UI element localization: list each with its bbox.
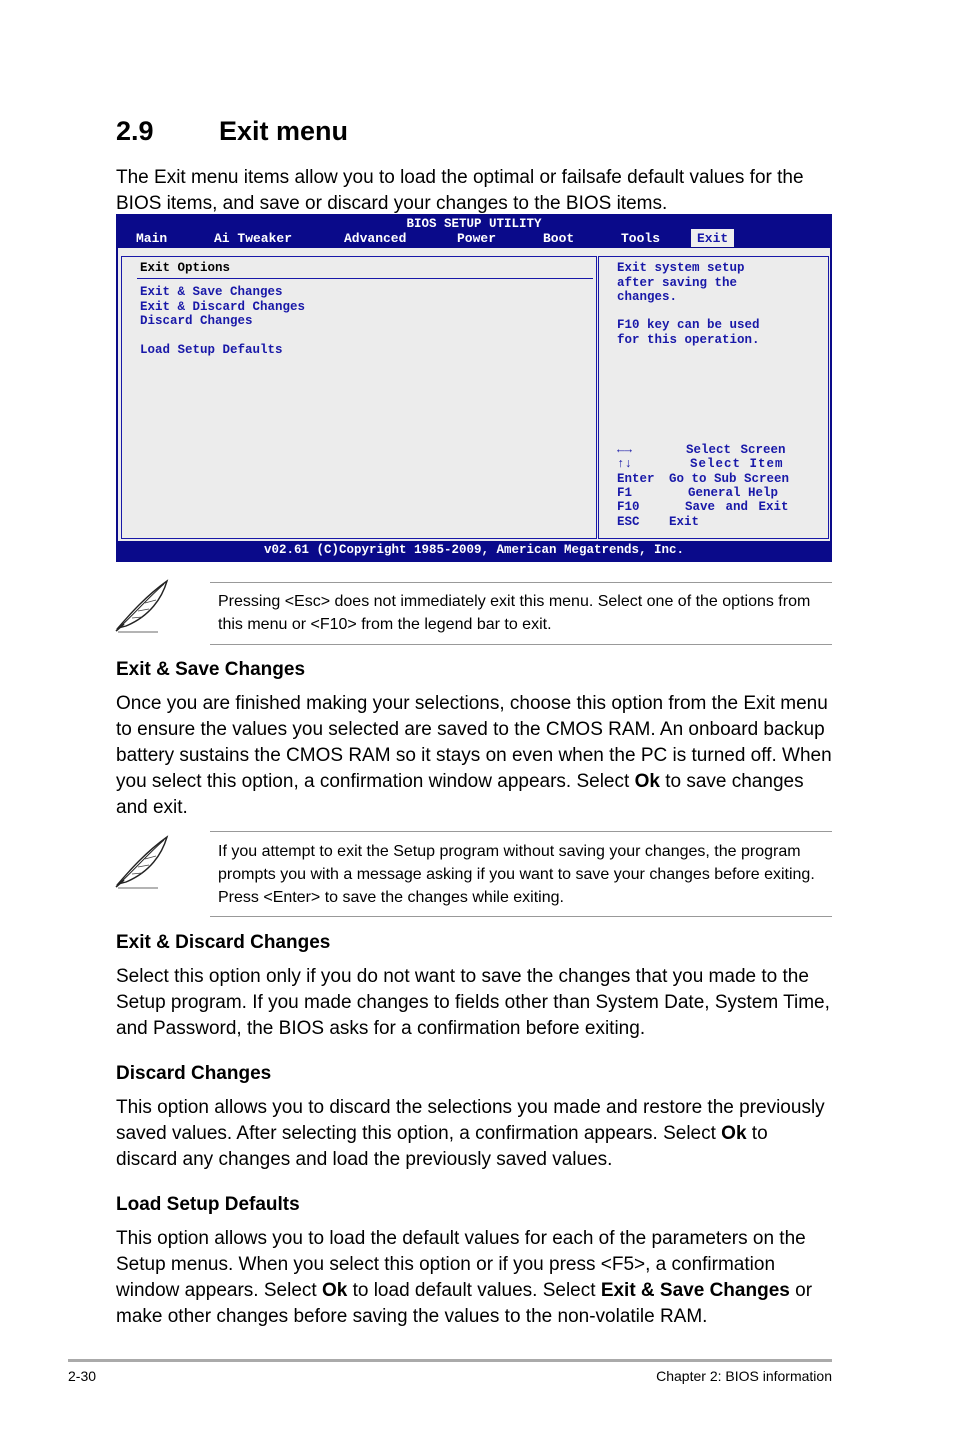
bold-run: Ok [721,1123,747,1144]
bios-footer: v02.61 (C)Copyright 1985-2009, American Megatrends, Inc. [263,543,685,557]
note-divider [210,644,832,645]
section-title: Exit menu [219,116,349,146]
subheading-load-defaults: Load Setup Defaults [116,1194,300,1215]
bios-option-load-defaults: Load Setup Defaults [140,343,283,357]
text-run: This option allows you to load the default values for each of the parameters on the Setup menus. When you select this option or if you press <F5>, a confirmation window appears. Select [116,1228,806,1301]
legend-key: ↑↓ [617,457,633,471]
legend-desc: General Help [688,486,779,500]
bios-help-line: for this operation. [617,333,760,347]
bios-option-exit-save: Exit & Save Changes [140,285,283,299]
section-number: 2.9 [116,116,154,146]
legend-desc: Go to Sub Screen [669,472,790,486]
legend-key: Enter [617,472,655,486]
note-divider [210,582,832,583]
text-run: or make other changes before saving the values to the non-volatile RAM. [116,1280,813,1327]
note-divider [210,916,832,917]
bios-option-discard: Discard Changes [140,314,253,328]
bios-title: BIOS SETUP UTILITY [406,217,542,231]
bios-help-line: changes. [617,290,678,304]
bios-option-exit-discard: Exit & Discard Changes [140,300,306,314]
bios-help-panel [598,256,829,539]
intro-paragraph: The Exit menu items allow you to load the optimal or failsafe default values for the BIOS items, and save or discard your changes to the BIOS items. [116,167,804,214]
text-run: to save changes and exit. [116,771,804,818]
legend-desc: Exit [669,515,700,529]
bios-tab-boot: Boot [543,231,575,246]
legend-key: F10 [617,500,640,514]
note-divider [210,831,832,832]
bold-run: Exit & Save Changes [600,1280,790,1301]
bold-run: Ok [321,1280,348,1301]
text-run: to discard any changes and load the previously saved values. [116,1123,768,1170]
bios-divider [137,278,593,279]
footer-rule [68,1359,832,1362]
bios-tab-exit: Exit [691,229,734,247]
legend-desc: Select Screen [686,443,786,457]
page-number: 2-30 [68,1368,97,1384]
bios-options-panel [121,256,597,539]
bios-tab-main: Main [136,231,168,246]
bold-run: Ok [634,771,660,792]
chapter-label: Chapter 2: BIOS information [656,1368,832,1384]
bios-help-line: F10 key can be used [617,318,760,332]
note-text: Pressing <Esc> does not immediately exit this menu. Select one of the options from this menu or <F10> from the legend bar to exit. [218,593,811,633]
legend-key: ESC [617,515,640,529]
bios-tab-power: Power [457,231,497,246]
bios-tab-advanced: Advanced [344,231,407,246]
legend-key: F1 [617,486,633,500]
feather-pen-icon [112,834,172,890]
paragraph-exit-save [116,691,832,821]
bios-options-header: Exit Options [140,261,231,275]
bios-help-line: after saving the [617,275,738,290]
legend-desc: Save and Exit [685,500,789,514]
subheading-discard: Discard Changes [116,1063,272,1084]
bios-tab-ai-tweaker: Ai Tweaker [214,231,293,246]
subheading-exit-save: Exit & Save Changes [116,659,306,680]
bios-screenshot [116,214,832,562]
subheading-exit-discard: Exit & Discard Changes [116,932,331,953]
legend-desc: Select Item [690,457,784,471]
feather-pen-icon [112,578,172,634]
text-run: This option allows you to discard the selections you made and restore the previously saved values. After selecting this option, a confirmation appears. Select [116,1097,825,1144]
note-text: If you attempt to exit the Setup program without saving your changes, the program prompts you with a message asking if you want to save your changes before exiting. Press <Enter> to save the changes while exiting. [218,843,815,906]
text-run: Once you are finished making your selections, choose this option from the Exit menu to ensure the values you selected are saved to the CMOS RAM. An onboard backup battery sustains the CMOS RAM so it stays on even when the PC is turned off. When you select this option, a confirmation window appears. Select [116,693,832,792]
text-run: to load default values. Select [347,1280,601,1301]
bios-help-line: Exit system setup [617,261,745,275]
bios-tab-tools: Tools [621,231,661,246]
paragraph-load-defaults [116,1226,832,1330]
paragraph-discard [116,1095,832,1173]
paragraph-exit-discard: Select this option only if you do not want to save the changes that you made to the Setup program. If you made changes to fields other than System Date, System Time, and Password, the BIOS asks for a confirmation before exiting. [116,966,830,1039]
bios-main-area [118,248,830,541]
legend-key: ←→ [617,443,633,457]
